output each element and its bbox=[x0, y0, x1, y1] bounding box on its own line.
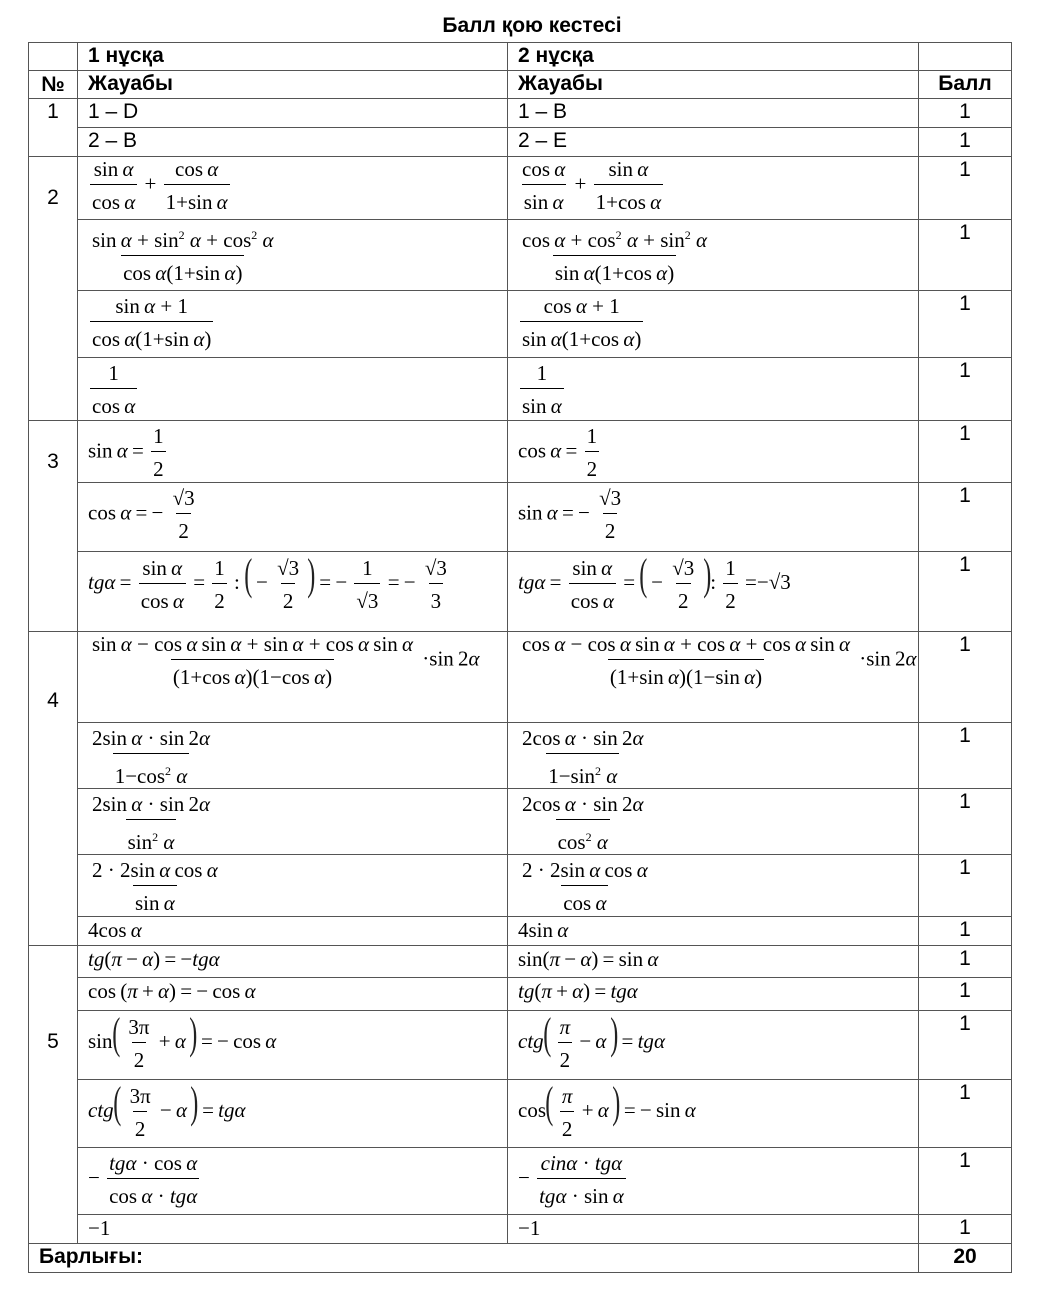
answer-v1 bbox=[78, 917, 508, 946]
answer-v2 bbox=[508, 291, 919, 358]
points: 1 bbox=[919, 220, 1012, 291]
task-number: 3 bbox=[29, 421, 78, 632]
table-row bbox=[29, 1011, 1012, 1080]
total-value: 20 bbox=[919, 1244, 1012, 1273]
formula: sin α = $\frac{1}{2}$ bbox=[88, 424, 164, 481]
points: 1 bbox=[919, 358, 1012, 421]
formula: 4sin α bbox=[518, 918, 569, 942]
answer-v1 bbox=[78, 723, 508, 789]
points: 1 bbox=[919, 946, 1012, 978]
formula: cos α = − $\frac{√3}{2}$ bbox=[88, 486, 195, 543]
formula: $\frac{\text{sin α}}{\text{cos α}}$ + $\frac{\text{cos α}}{\text{1+sin α}}$ bbox=[92, 157, 228, 214]
formula: tgα = $\frac{\text{sin α}}{\text{cos α}}$ = $\frac{1}{2}$ : ( − $\frac{√3}{2}$ ) = − $\frac{1}{√3}$ = − $\frac{√3}{3}$ bbox=[88, 550, 447, 613]
answer-v2 bbox=[508, 358, 919, 421]
formula: −1 bbox=[518, 1216, 541, 1240]
table-row bbox=[29, 157, 1012, 220]
table-row bbox=[29, 220, 1012, 291]
formula: $\frac{\text{cos α − cos α sin α + cos α + cos α sin α}}{\text{(1+sin α)(1−sin α)}}$ ·sin 2α bbox=[522, 632, 917, 689]
answer-v2 bbox=[508, 723, 919, 789]
answer-v1 bbox=[78, 552, 508, 632]
formula: 4cos α bbox=[88, 918, 142, 942]
table-row bbox=[29, 99, 1012, 128]
formula: $\frac{\cos \alpha + \cos^2 \alpha + \sin^2 \alpha}{\text{sin α(1+cos α)}}$ bbox=[522, 228, 708, 285]
answer-v1 bbox=[78, 1148, 508, 1215]
points: 1 bbox=[919, 99, 1012, 128]
answer-v2 bbox=[508, 632, 919, 723]
answer-v2 bbox=[508, 157, 919, 220]
total-label: Барлығы: bbox=[29, 1244, 919, 1273]
answer-v1 bbox=[78, 632, 508, 723]
points: 1 bbox=[919, 1011, 1012, 1080]
formula: $\frac{\sin \alpha + \sin^2 \alpha + \cos^2 \alpha}{\text{cos α(1+sin α)}}$ bbox=[92, 228, 274, 285]
table-row bbox=[29, 552, 1012, 632]
table-row bbox=[29, 1215, 1012, 1244]
formula: $\frac{\text{2cos α · sin 2α}}{\cos^2 \alpha}$ bbox=[522, 792, 644, 854]
table-row bbox=[29, 128, 1012, 157]
answer-v1 bbox=[78, 421, 508, 483]
score-table bbox=[28, 42, 1012, 1273]
header-number: № bbox=[29, 71, 78, 99]
answer-v1 bbox=[78, 291, 508, 358]
formula: cos (π + α) = − cos α bbox=[88, 979, 256, 1003]
formula: $\frac{\text{cos α}}{\text{sin α}}$ + $\frac{\text{sin α}}{\text{1+cos α}}$ bbox=[522, 157, 662, 214]
table-row bbox=[29, 291, 1012, 358]
formula: sin α = − $\frac{√3}{2}$ bbox=[518, 486, 622, 543]
answer-v1 bbox=[78, 1215, 508, 1244]
answer-v1 bbox=[78, 358, 508, 421]
points: 1 bbox=[919, 1148, 1012, 1215]
points: 1 bbox=[919, 1080, 1012, 1148]
points: 1 bbox=[919, 723, 1012, 789]
answer-v1 bbox=[78, 789, 508, 855]
answer-v1 bbox=[78, 855, 508, 917]
table-row bbox=[29, 855, 1012, 917]
answer-v2 bbox=[508, 1080, 919, 1148]
header-empty bbox=[29, 43, 78, 71]
page-title: Балл қою кестесі bbox=[442, 14, 622, 37]
answer-v2 bbox=[508, 946, 919, 978]
header-variant-1: 1 нұсқа bbox=[78, 43, 508, 71]
answer-v1 bbox=[78, 483, 508, 552]
formula: $\frac{\text{2cos α · sin 2α}}{1-\sin^2 \alpha}$ bbox=[522, 726, 644, 788]
task-number: 5 bbox=[29, 946, 78, 1244]
formula: $\frac{\text{sin α − cos α sin α + sin α + cos α sin α}}{\text{(1+cos α)(1−cos α)}}$ ·sin 2α bbox=[92, 632, 480, 689]
header-answer-1: Жауабы bbox=[78, 71, 508, 99]
formula: sin(π − α) = sin α bbox=[518, 947, 659, 971]
answer-v2 bbox=[508, 220, 919, 291]
points: 1 bbox=[919, 157, 1012, 220]
task-number: 4 bbox=[29, 632, 78, 946]
points: 1 bbox=[919, 483, 1012, 552]
formula: $\frac{\text{2 · 2sin α cos α}}{\text{sin α}}$ bbox=[92, 858, 218, 915]
table-row bbox=[29, 421, 1012, 483]
formula: $\frac{1}{\text{sin α}}$ bbox=[522, 361, 562, 418]
table-row bbox=[29, 1080, 1012, 1148]
header-row-columns bbox=[29, 71, 1012, 99]
answer-v2 bbox=[508, 552, 919, 632]
formula: $\frac{1}{\text{cos α}}$ bbox=[92, 361, 136, 418]
formula: tgα = $\frac{\text{sin α}}{\text{cos α}}$ = ( − $\frac{√3}{2}$ ): $\frac{1}{2}$ =−√3 bbox=[518, 550, 791, 613]
formula: $\frac{\text{cos α + 1}}{\text{sin α(1+cos α)}}$ bbox=[522, 294, 642, 351]
answer-v1: 2 – B bbox=[78, 128, 508, 157]
points: 1 bbox=[919, 128, 1012, 157]
header-variant-2: 2 нұсқа bbox=[508, 43, 919, 71]
header-row-variants bbox=[29, 43, 1012, 71]
table-row bbox=[29, 946, 1012, 978]
answer-v2 bbox=[508, 855, 919, 917]
formula: −1 bbox=[88, 1216, 111, 1240]
table-row bbox=[29, 978, 1012, 1011]
answer-v1 bbox=[78, 978, 508, 1011]
formula: sin( $\frac{3\pi}{2}$ + α ) = − cos α bbox=[88, 1009, 277, 1072]
answer-v2 bbox=[508, 1215, 919, 1244]
formula: $\frac{\text{2sin α · sin 2α}}{\sin^2 \alpha}$ bbox=[92, 792, 211, 854]
formula: − $\frac{\text{cinα · tgα}}{\text{tgα · sin α}}$ bbox=[518, 1151, 624, 1208]
formula: $\frac{\text{2 · 2sin α cos α}}{\text{cos α}}$ bbox=[522, 858, 648, 915]
answer-v2 bbox=[508, 421, 919, 483]
table-row bbox=[29, 723, 1012, 789]
points: 1 bbox=[919, 1215, 1012, 1244]
formula: ctg( $\frac{\pi}{2}$ − α ) = tgα bbox=[518, 1009, 665, 1072]
formula: − $\frac{\text{tgα · cos α}}{\text{cos α · tgα}}$ bbox=[88, 1151, 198, 1208]
table-row bbox=[29, 483, 1012, 552]
points: 1 bbox=[919, 789, 1012, 855]
points: 1 bbox=[919, 421, 1012, 483]
header-points: Балл bbox=[919, 71, 1012, 99]
points: 1 bbox=[919, 632, 1012, 723]
answer-v1 bbox=[78, 157, 508, 220]
table-row bbox=[29, 917, 1012, 946]
points: 1 bbox=[919, 855, 1012, 917]
task-number: 1 bbox=[29, 99, 78, 157]
formula: ctg( $\frac{3\pi}{2}$ − α ) = tgα bbox=[88, 1078, 246, 1141]
task-number: 2 bbox=[29, 157, 78, 421]
answer-v1 bbox=[78, 1011, 508, 1080]
answer-v1: 1 – D bbox=[78, 99, 508, 128]
answer-v2 bbox=[508, 917, 919, 946]
answer-v2 bbox=[508, 978, 919, 1011]
answer-v1 bbox=[78, 220, 508, 291]
points: 1 bbox=[919, 291, 1012, 358]
answer-v2: 1 – B bbox=[508, 99, 919, 128]
table-row bbox=[29, 632, 1012, 723]
answer-v1 bbox=[78, 1080, 508, 1148]
answer-v2 bbox=[508, 789, 919, 855]
points: 1 bbox=[919, 552, 1012, 632]
formula: tg(π + α) = tgα bbox=[518, 979, 638, 1003]
total-row bbox=[29, 1244, 1012, 1273]
formula: $\frac{\text{sin α + 1}}{\text{cos α(1+sin α)}}$ bbox=[92, 294, 212, 351]
formula: cos( $\frac{\pi}{2}$ + α ) = − sin α bbox=[518, 1078, 696, 1141]
points: 1 bbox=[919, 978, 1012, 1011]
header-answer-2: Жауабы bbox=[508, 71, 919, 99]
formula: tg(π − α) = −tgα bbox=[88, 947, 220, 971]
answer-v1 bbox=[78, 946, 508, 978]
answer-v2 bbox=[508, 1011, 919, 1080]
answer-v2: 2 – E bbox=[508, 128, 919, 157]
answer-v2 bbox=[508, 483, 919, 552]
table-row bbox=[29, 358, 1012, 421]
table-row bbox=[29, 789, 1012, 855]
table-row bbox=[29, 1148, 1012, 1215]
formula: $\frac{\text{2sin α · sin 2α}}{1-\cos^2 \alpha}$ bbox=[92, 726, 211, 788]
header-empty-points bbox=[919, 43, 1012, 71]
formula: cos α = $\frac{1}{2}$ bbox=[518, 424, 598, 481]
points: 1 bbox=[919, 917, 1012, 946]
answer-v2 bbox=[508, 1148, 919, 1215]
